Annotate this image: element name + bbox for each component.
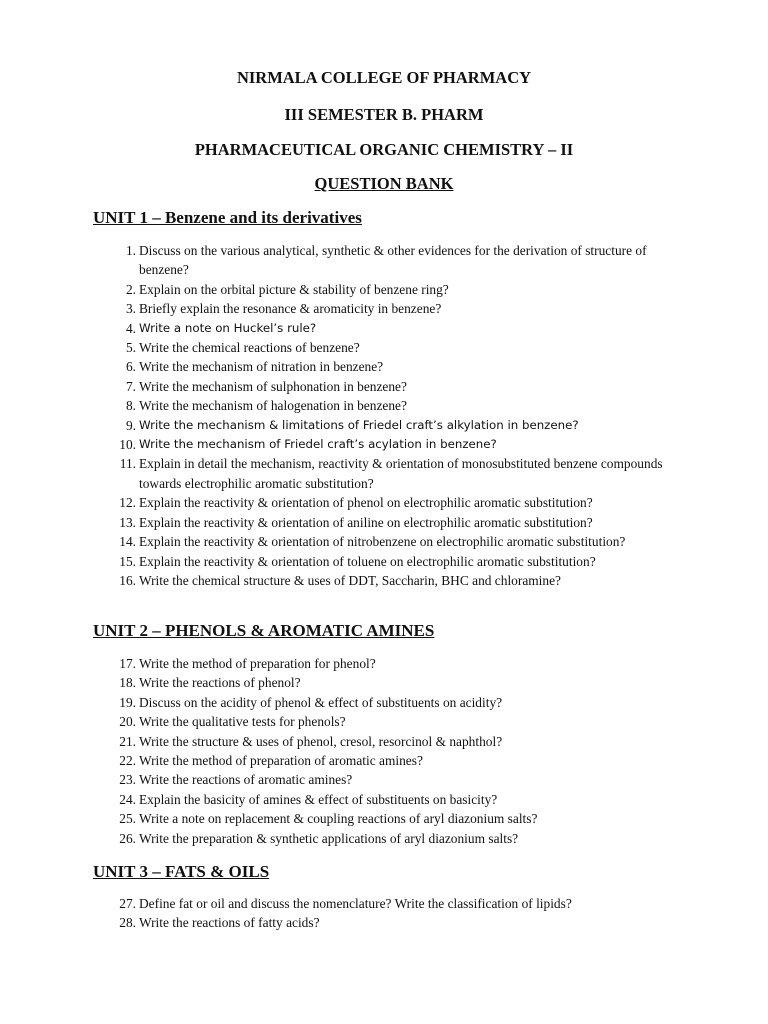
question-item bbox=[0, 894, 768, 913]
question-number: 21. bbox=[119, 733, 136, 749]
question-item bbox=[0, 809, 768, 828]
question-text: Explain the reactivity & orientation of aniline on electrophilic aromatic substitution? bbox=[139, 514, 593, 530]
unit-3-question-list bbox=[0, 894, 768, 933]
question-text: Write a note on replacement & coupling reactions of aryl diazonium salts? bbox=[139, 811, 538, 827]
question-item bbox=[0, 654, 768, 673]
question-text: Discuss on the acidity of phenol & effect of substituents on acidity? bbox=[139, 694, 503, 710]
question-item bbox=[0, 493, 768, 512]
question-text: Write the mechanism & limitations of Friedel craft’s alkylation in benzene? bbox=[139, 417, 579, 432]
question-text: Write a note on Huckel’s rule? bbox=[139, 320, 317, 335]
question-text: Explain in detail the mechanism, reactivity & orientation of monosubstituted benzene compounds towards electrophilic aromatic substitution? bbox=[139, 456, 663, 491]
question-item bbox=[0, 416, 768, 435]
question-item bbox=[0, 790, 768, 809]
semester-line: III SEMESTER B. PHARM bbox=[284, 105, 484, 124]
question-item bbox=[0, 299, 768, 318]
question-number: 20. bbox=[119, 714, 136, 730]
question-number: 1. bbox=[125, 243, 136, 258]
question-number: 6. bbox=[125, 359, 136, 375]
unit-2-question-list bbox=[0, 654, 768, 848]
question-item bbox=[0, 532, 768, 551]
question-text: Write the reactions of aromatic amines? bbox=[139, 772, 353, 788]
question-number: 4. bbox=[125, 320, 136, 336]
question-text: Explain on the orbital picture & stability of benzene ring? bbox=[139, 281, 449, 297]
question-text: Write the preparation & synthetic applications of aryl diazonium salts? bbox=[139, 830, 519, 846]
question-number: 26. bbox=[119, 830, 136, 846]
question-number: 11. bbox=[119, 456, 136, 472]
question-text: Write the method of preparation of aromatic amines? bbox=[139, 753, 423, 769]
question-text: Write the method of preparation for phenol? bbox=[139, 656, 376, 671]
question-number: 15. bbox=[119, 553, 136, 569]
college-name: NIRMALA COLLEGE OF PHARMACY bbox=[236, 68, 532, 87]
question-text: Write the reactions of phenol? bbox=[139, 675, 301, 691]
subject-title: PHARMACEUTICAL ORGANIC CHEMISTRY – II bbox=[194, 140, 574, 159]
question-item bbox=[0, 377, 768, 396]
question-text: Write the qualitative tests for phenols? bbox=[139, 714, 346, 730]
question-item bbox=[0, 396, 768, 415]
question-number: 24. bbox=[119, 791, 136, 807]
question-number: 25. bbox=[119, 811, 136, 827]
question-item bbox=[0, 241, 768, 280]
question-text: Write the chemical reactions of benzene? bbox=[139, 340, 360, 356]
question-text: Write the mechanism of halogenation in benzene? bbox=[139, 398, 407, 414]
question-text: Write the mechanism of Friedel craft’s acylation in benzene? bbox=[139, 437, 497, 452]
question-text: Explain the basicity of amines & effect of substituents on basicity? bbox=[139, 791, 498, 807]
question-item bbox=[0, 435, 768, 454]
question-text: Define fat or oil and discuss the nomenclature? Write the classification of lipids? bbox=[139, 896, 572, 911]
question-number: 7. bbox=[125, 378, 136, 394]
question-number: 27. bbox=[119, 896, 136, 911]
question-item bbox=[0, 712, 768, 731]
question-item bbox=[0, 751, 768, 770]
question-text: Write the mechanism of sulphonation in benzene? bbox=[139, 378, 407, 394]
question-text: Write the chemical structure & uses of DDT, Saccharin, BHC and chloramine? bbox=[139, 572, 561, 588]
question-item bbox=[0, 338, 768, 357]
question-text: Explain the reactivity & orientation of toluene on electrophilic aromatic substitution? bbox=[139, 553, 596, 569]
question-number: 2. bbox=[125, 281, 136, 297]
question-item bbox=[0, 770, 768, 789]
question-text: Briefly explain the resonance & aromaticity in benzene? bbox=[139, 301, 442, 317]
question-number: 13. bbox=[119, 514, 136, 530]
question-item bbox=[0, 913, 768, 932]
question-number: 8. bbox=[125, 398, 136, 414]
question-number: 12. bbox=[119, 495, 136, 511]
unit-3-heading: UNIT 3 – FATS & OILS bbox=[93, 862, 270, 881]
question-text: Write the structure & uses of phenol, cresol, resorcinol & naphthol? bbox=[139, 733, 503, 749]
question-number: 17. bbox=[119, 656, 136, 671]
document-title bbox=[0, 174, 768, 194]
unit-2-heading: UNIT 2 – PHENOLS & AROMATIC AMINES bbox=[93, 621, 435, 640]
question-number: 9. bbox=[125, 417, 136, 433]
unit-1-heading: UNIT 1 – Benzene and its derivatives bbox=[93, 208, 362, 227]
question-number: 18. bbox=[119, 675, 136, 691]
question-item bbox=[0, 673, 768, 692]
question-item bbox=[0, 319, 768, 338]
question-item bbox=[0, 454, 768, 493]
question-number: 5. bbox=[125, 340, 136, 356]
question-number: 16. bbox=[119, 572, 136, 588]
question-item bbox=[0, 357, 768, 376]
question-item bbox=[0, 829, 768, 848]
question-number: 23. bbox=[119, 772, 136, 788]
document-title-text: QUESTION BANK bbox=[314, 174, 454, 193]
question-number: 28. bbox=[119, 915, 136, 931]
question-item bbox=[0, 552, 768, 571]
question-number: 10. bbox=[119, 437, 136, 453]
question-text: Discuss on the various analytical, synthetic & other evidences for the derivation of structure of benzene? bbox=[139, 243, 647, 278]
unit-1-question-list bbox=[0, 241, 768, 590]
question-number: 19. bbox=[119, 694, 136, 710]
question-item bbox=[0, 280, 768, 299]
question-text: Explain the reactivity & orientation of phenol on electrophilic aromatic substitution? bbox=[139, 495, 593, 511]
question-item bbox=[0, 513, 768, 532]
question-item bbox=[0, 732, 768, 751]
question-number: 14. bbox=[119, 534, 136, 550]
question-text: Write the reactions of fatty acids? bbox=[139, 915, 320, 931]
question-number: 3. bbox=[125, 301, 136, 317]
question-text: Write the mechanism of nitration in benzene? bbox=[139, 359, 384, 375]
question-number: 22. bbox=[119, 753, 136, 769]
question-text: Explain the reactivity & orientation of nitrobenzene on electrophilic aromatic substitution? bbox=[139, 534, 626, 550]
question-item bbox=[0, 693, 768, 712]
question-item bbox=[0, 571, 768, 590]
